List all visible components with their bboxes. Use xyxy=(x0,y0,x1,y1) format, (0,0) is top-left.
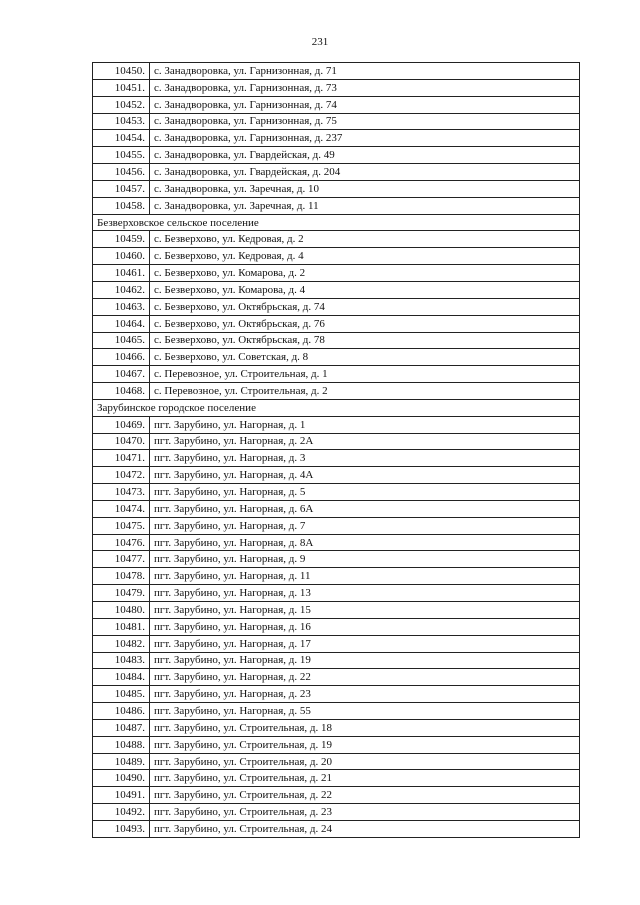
address-cell: пгт. Зарубино, ул. Нагорная, д. 6А xyxy=(150,500,580,517)
table-row xyxy=(93,416,580,433)
table-row xyxy=(93,96,580,113)
address-cell: пгт. Зарубино, ул. Нагорная, д. 3 xyxy=(150,450,580,467)
address-cell: пгт. Зарубино, ул. Нагорная, д. 55 xyxy=(150,703,580,720)
address-cell: с. Безверхово, ул. Кедровая, д. 2 xyxy=(150,231,580,248)
row-number: 10477. xyxy=(93,551,150,568)
table-row xyxy=(93,433,580,450)
table-row xyxy=(93,248,580,265)
table-row xyxy=(93,450,580,467)
address-cell: с. Занадворовка, ул. Гвардейская, д. 204 xyxy=(150,164,580,181)
table-row xyxy=(93,147,580,164)
row-number: 10488. xyxy=(93,736,150,753)
address-cell: с. Перевозное, ул. Строительная, д. 1 xyxy=(150,366,580,383)
address-cell: пгт. Зарубино, ул. Строительная, д. 24 xyxy=(150,820,580,837)
address-cell: пгт. Зарубино, ул. Нагорная, д. 5 xyxy=(150,484,580,501)
address-cell: с. Безверхово, ул. Октябрьская, д. 76 xyxy=(150,315,580,332)
table-row xyxy=(93,585,580,602)
row-number: 10462. xyxy=(93,281,150,298)
row-number: 10467. xyxy=(93,366,150,383)
table-row xyxy=(93,63,580,80)
address-cell: пгт. Зарубино, ул. Нагорная, д. 13 xyxy=(150,585,580,602)
address-cell: с. Безверхово, ул. Комарова, д. 4 xyxy=(150,281,580,298)
row-number: 10479. xyxy=(93,585,150,602)
table-row xyxy=(93,130,580,147)
address-cell: пгт. Зарубино, ул. Нагорная, д. 23 xyxy=(150,686,580,703)
table-row xyxy=(93,349,580,366)
row-number: 10465. xyxy=(93,332,150,349)
table-row xyxy=(93,551,580,568)
address-table xyxy=(92,62,580,838)
row-number: 10492. xyxy=(93,804,150,821)
row-number: 10468. xyxy=(93,383,150,400)
table-row xyxy=(93,719,580,736)
address-cell: пгт. Зарубино, ул. Строительная, д. 20 xyxy=(150,753,580,770)
row-number: 10455. xyxy=(93,147,150,164)
row-number: 10466. xyxy=(93,349,150,366)
address-cell: с. Занадворовка, ул. Гарнизонная, д. 73 xyxy=(150,79,580,96)
address-cell: с. Безверхово, ул. Комарова, д. 2 xyxy=(150,265,580,282)
table-row xyxy=(93,164,580,181)
address-cell: с. Безверхово, ул. Кедровая, д. 4 xyxy=(150,248,580,265)
address-cell: пгт. Зарубино, ул. Нагорная, д. 1 xyxy=(150,416,580,433)
row-number: 10472. xyxy=(93,467,150,484)
row-number: 10454. xyxy=(93,130,150,147)
row-number: 10484. xyxy=(93,669,150,686)
address-cell: пгт. Зарубино, ул. Нагорная, д. 22 xyxy=(150,669,580,686)
row-number: 10470. xyxy=(93,433,150,450)
address-cell: с. Занадворовка, ул. Гвардейская, д. 49 xyxy=(150,147,580,164)
table-row xyxy=(93,484,580,501)
table-row xyxy=(93,180,580,197)
section-header-row xyxy=(93,399,580,416)
row-number: 10473. xyxy=(93,484,150,501)
section-header-row xyxy=(93,214,580,231)
row-number: 10464. xyxy=(93,315,150,332)
address-cell: пгт. Зарубино, ул. Нагорная, д. 2А xyxy=(150,433,580,450)
table-row xyxy=(93,534,580,551)
table-row xyxy=(93,517,580,534)
address-cell: пгт. Зарубино, ул. Нагорная, д. 11 xyxy=(150,568,580,585)
address-cell: с. Перевозное, ул. Строительная, д. 2 xyxy=(150,383,580,400)
table-row xyxy=(93,820,580,837)
table-row xyxy=(93,298,580,315)
row-number: 10471. xyxy=(93,450,150,467)
table-row xyxy=(93,197,580,214)
row-number: 10478. xyxy=(93,568,150,585)
address-cell: пгт. Зарубино, ул. Нагорная, д. 16 xyxy=(150,618,580,635)
table-row xyxy=(93,281,580,298)
table-row xyxy=(93,602,580,619)
table-row xyxy=(93,500,580,517)
address-cell: с. Занадворовка, ул. Гарнизонная, д. 71 xyxy=(150,63,580,80)
address-table-body xyxy=(93,63,580,838)
row-number: 10486. xyxy=(93,703,150,720)
table-row xyxy=(93,787,580,804)
address-cell: пгт. Зарубино, ул. Нагорная, д. 17 xyxy=(150,635,580,652)
address-cell: пгт. Зарубино, ул. Строительная, д. 23 xyxy=(150,804,580,821)
row-number: 10460. xyxy=(93,248,150,265)
table-row xyxy=(93,113,580,130)
row-number: 10482. xyxy=(93,635,150,652)
address-cell: с. Занадворовка, ул. Заречная, д. 11 xyxy=(150,197,580,214)
row-number: 10489. xyxy=(93,753,150,770)
address-cell: пгт. Зарубино, ул. Строительная, д. 22 xyxy=(150,787,580,804)
address-cell: пгт. Зарубино, ул. Строительная, д. 18 xyxy=(150,719,580,736)
row-number: 10459. xyxy=(93,231,150,248)
row-number: 10476. xyxy=(93,534,150,551)
table-row xyxy=(93,635,580,652)
table-row xyxy=(93,652,580,669)
table-row xyxy=(93,753,580,770)
table-row xyxy=(93,467,580,484)
table-row xyxy=(93,231,580,248)
table-row xyxy=(93,265,580,282)
row-number: 10450. xyxy=(93,63,150,80)
table-row xyxy=(93,618,580,635)
row-number: 10475. xyxy=(93,517,150,534)
address-cell: с. Занадворовка, ул. Гарнизонная, д. 74 xyxy=(150,96,580,113)
address-cell: пгт. Зарубино, ул. Нагорная, д. 8А xyxy=(150,534,580,551)
table-row xyxy=(93,315,580,332)
row-number: 10474. xyxy=(93,500,150,517)
address-cell: с. Занадворовка, ул. Гарнизонная, д. 237 xyxy=(150,130,580,147)
row-number: 10481. xyxy=(93,618,150,635)
row-number: 10452. xyxy=(93,96,150,113)
table-row xyxy=(93,736,580,753)
table-row xyxy=(93,383,580,400)
address-cell: пгт. Зарубино, ул. Строительная, д. 19 xyxy=(150,736,580,753)
row-number: 10458. xyxy=(93,197,150,214)
table-row xyxy=(93,770,580,787)
address-cell: пгт. Зарубино, ул. Строительная, д. 21 xyxy=(150,770,580,787)
row-number: 10453. xyxy=(93,113,150,130)
table-row xyxy=(93,366,580,383)
address-cell: с. Занадворовка, ул. Гарнизонная, д. 75 xyxy=(150,113,580,130)
address-cell: пгт. Зарубино, ул. Нагорная, д. 9 xyxy=(150,551,580,568)
address-cell: с. Занадворовка, ул. Заречная, д. 10 xyxy=(150,180,580,197)
row-number: 10451. xyxy=(93,79,150,96)
address-cell: пгт. Зарубино, ул. Нагорная, д. 15 xyxy=(150,602,580,619)
address-cell: с. Безверхово, ул. Советская, д. 8 xyxy=(150,349,580,366)
section-title: Безверховское сельское поселение xyxy=(93,214,580,231)
row-number: 10491. xyxy=(93,787,150,804)
row-number: 10456. xyxy=(93,164,150,181)
row-number: 10463. xyxy=(93,298,150,315)
table-row xyxy=(93,568,580,585)
row-number: 10493. xyxy=(93,820,150,837)
row-number: 10457. xyxy=(93,180,150,197)
row-number: 10485. xyxy=(93,686,150,703)
address-cell: с. Безверхово, ул. Октябрьская, д. 78 xyxy=(150,332,580,349)
row-number: 10480. xyxy=(93,602,150,619)
address-cell: с. Безверхово, ул. Октябрьская, д. 74 xyxy=(150,298,580,315)
address-cell: пгт. Зарубино, ул. Нагорная, д. 7 xyxy=(150,517,580,534)
table-row xyxy=(93,79,580,96)
table-row xyxy=(93,686,580,703)
row-number: 10483. xyxy=(93,652,150,669)
table-row xyxy=(93,804,580,821)
page-number: 231 xyxy=(311,36,329,48)
section-title: Зарубинское городское поселение xyxy=(93,399,580,416)
row-number: 10490. xyxy=(93,770,150,787)
table-row xyxy=(93,669,580,686)
table-row xyxy=(93,703,580,720)
address-cell: пгт. Зарубино, ул. Нагорная, д. 4А xyxy=(150,467,580,484)
row-number: 10461. xyxy=(93,265,150,282)
table-row xyxy=(93,332,580,349)
address-cell: пгт. Зарубино, ул. Нагорная, д. 19 xyxy=(150,652,580,669)
row-number: 10487. xyxy=(93,719,150,736)
row-number: 10469. xyxy=(93,416,150,433)
